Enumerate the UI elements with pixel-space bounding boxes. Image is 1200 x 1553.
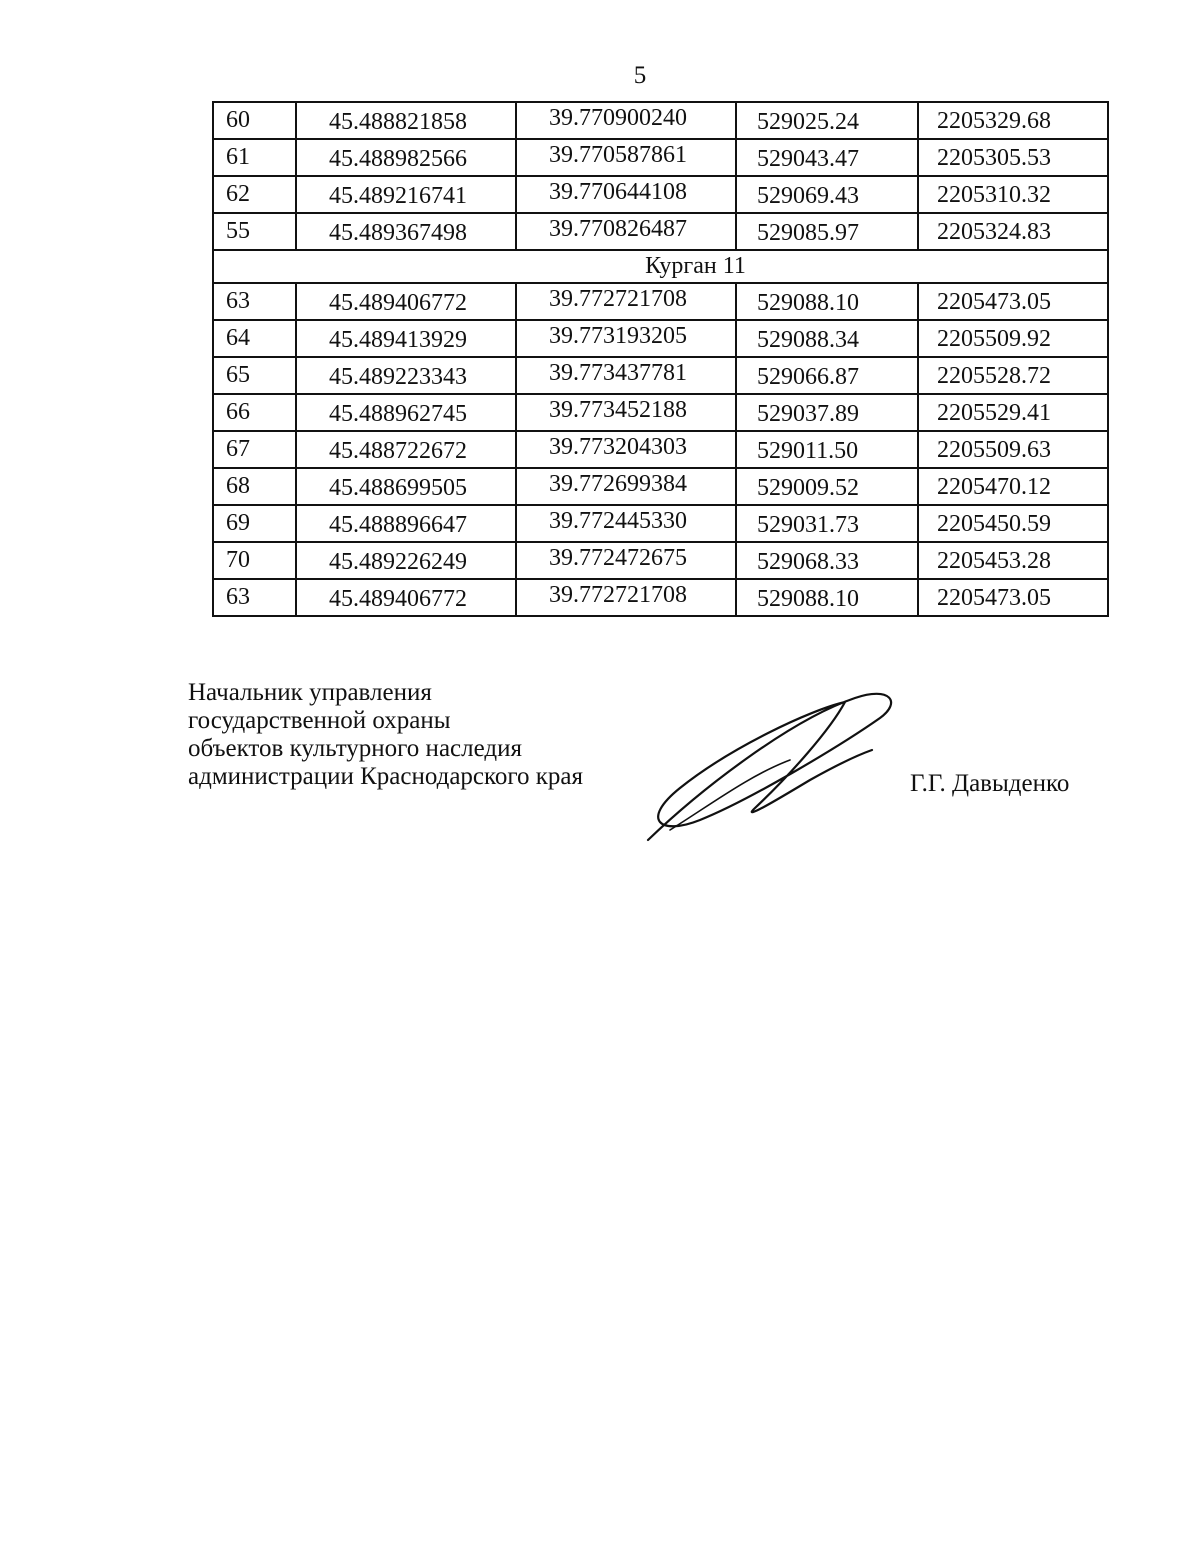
latitude-cell: 45.488896647 [296, 505, 516, 542]
point-number-cell: 63 [213, 283, 296, 320]
y-coordinate-cell: 2205473.05 [918, 579, 1108, 616]
table-row [213, 213, 1108, 250]
table-row [213, 357, 1108, 394]
table-row [213, 468, 1108, 505]
coordinates-table-body [213, 102, 1108, 616]
signatory-position-line: объектов культурного наследия [188, 735, 522, 762]
signatory-position-line: государственной охраны [188, 707, 451, 734]
latitude-cell: 45.489367498 [296, 213, 516, 250]
table-row [213, 394, 1108, 431]
y-coordinate-cell: 2205470.12 [918, 468, 1108, 505]
coordinates-table [212, 101, 1109, 617]
y-coordinate-cell: 2205305.53 [918, 139, 1108, 176]
x-coordinate-cell: 529069.43 [736, 176, 918, 213]
x-coordinate-cell: 529068.33 [736, 542, 918, 579]
x-coordinate-cell: 529088.10 [736, 579, 918, 616]
handwritten-signature-icon [640, 680, 900, 850]
table-section-row [213, 250, 1108, 283]
point-number-cell: 70 [213, 542, 296, 579]
signatory-name: Г.Г. Давыденко [910, 770, 1070, 797]
y-coordinate-cell: 2205509.63 [918, 431, 1108, 468]
signatory-position-line: администрации Краснодарского края [188, 763, 584, 790]
point-number-cell: 67 [213, 431, 296, 468]
longitude-cell: 39.770900240 [516, 102, 736, 139]
x-coordinate-cell: 529088.34 [736, 320, 918, 357]
point-number-cell: 69 [213, 505, 296, 542]
point-number-cell: 62 [213, 176, 296, 213]
table-row [213, 139, 1108, 176]
longitude-cell: 39.772445330 [516, 505, 736, 542]
longitude-cell: 39.772721708 [516, 579, 736, 616]
table-row [213, 320, 1108, 357]
y-coordinate-cell: 2205450.59 [918, 505, 1108, 542]
latitude-cell: 45.488982566 [296, 139, 516, 176]
table-row [213, 176, 1108, 213]
latitude-cell: 45.489413929 [296, 320, 516, 357]
x-coordinate-cell: 529085.97 [736, 213, 918, 250]
latitude-cell: 45.489216741 [296, 176, 516, 213]
latitude-cell: 45.488699505 [296, 468, 516, 505]
signatory-position [188, 679, 583, 791]
y-coordinate-cell: 2205329.68 [918, 102, 1108, 139]
x-coordinate-cell: 529011.50 [736, 431, 918, 468]
latitude-cell: 45.489223343 [296, 357, 516, 394]
x-coordinate-cell: 529031.73 [736, 505, 918, 542]
table-row [213, 431, 1108, 468]
y-coordinate-cell: 2205324.83 [918, 213, 1108, 250]
longitude-cell: 39.773437781 [516, 357, 736, 394]
section-title: Курган 11 [213, 250, 1108, 283]
x-coordinate-cell: 529066.87 [736, 357, 918, 394]
longitude-cell: 39.770644108 [516, 176, 736, 213]
table-row [213, 505, 1108, 542]
signatory-position-line: Начальник управления [188, 679, 432, 706]
latitude-cell: 45.488821858 [296, 102, 516, 139]
latitude-cell: 45.489406772 [296, 579, 516, 616]
x-coordinate-cell: 529009.52 [736, 468, 918, 505]
point-number-cell: 63 [213, 579, 296, 616]
point-number-cell: 65 [213, 357, 296, 394]
page-number: 5 [633, 62, 647, 89]
longitude-cell: 39.770587861 [516, 139, 736, 176]
point-number-cell: 64 [213, 320, 296, 357]
point-number-cell: 55 [213, 213, 296, 250]
longitude-cell: 39.773452188 [516, 394, 736, 431]
table-row [213, 579, 1108, 616]
longitude-cell: 39.773193205 [516, 320, 736, 357]
x-coordinate-cell: 529037.89 [736, 394, 918, 431]
table-row [213, 542, 1108, 579]
longitude-cell: 39.772472675 [516, 542, 736, 579]
y-coordinate-cell: 2205310.32 [918, 176, 1108, 213]
y-coordinate-cell: 2205528.72 [918, 357, 1108, 394]
point-number-cell: 61 [213, 139, 296, 176]
longitude-cell: 39.773204303 [516, 431, 736, 468]
longitude-cell: 39.772721708 [516, 283, 736, 320]
point-number-cell: 68 [213, 468, 296, 505]
x-coordinate-cell: 529043.47 [736, 139, 918, 176]
longitude-cell: 39.770826487 [516, 213, 736, 250]
y-coordinate-cell: 2205473.05 [918, 283, 1108, 320]
table-row [213, 102, 1108, 139]
y-coordinate-cell: 2205509.92 [918, 320, 1108, 357]
latitude-cell: 45.488722672 [296, 431, 516, 468]
table-row [213, 283, 1108, 320]
point-number-cell: 66 [213, 394, 296, 431]
longitude-cell: 39.772699384 [516, 468, 736, 505]
latitude-cell: 45.489226249 [296, 542, 516, 579]
latitude-cell: 45.488962745 [296, 394, 516, 431]
point-number-cell: 60 [213, 102, 296, 139]
x-coordinate-cell: 529088.10 [736, 283, 918, 320]
y-coordinate-cell: 2205453.28 [918, 542, 1108, 579]
latitude-cell: 45.489406772 [296, 283, 516, 320]
y-coordinate-cell: 2205529.41 [918, 394, 1108, 431]
x-coordinate-cell: 529025.24 [736, 102, 918, 139]
